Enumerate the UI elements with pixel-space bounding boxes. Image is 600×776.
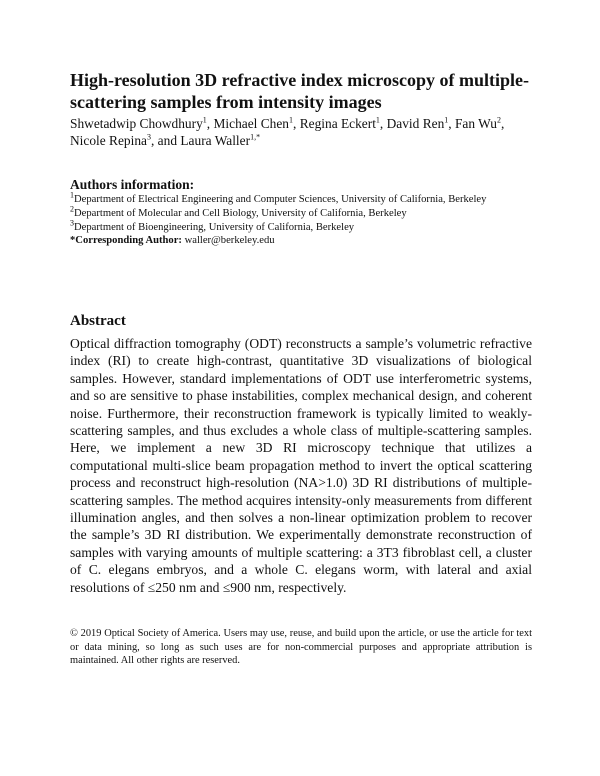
abstract-heading: Abstract [70, 313, 126, 329]
author: Regina Eckert$^1$, [299, 115, 387, 131]
author: Shwetadwip Chowdhury$^1$, [70, 115, 214, 131]
affiliation: $^2$Department of Molecular and Cell Biology, University of California, Berkeley [70, 204, 407, 219]
affiliation: $^3$Department of Bioengineering, University of California, Berkeley [70, 218, 355, 233]
affiliation: $^1$Department of Electrical Engineering and Computer Sciences, University of California, Berkeley [70, 190, 487, 205]
copyright-notice: © 2019 Optical Society of America. Users may use, reuse, and build upon the article, or use the article for text or data mining, so long as such uses are for non-commercial purposes and appropriate attribution is maintained. All other rights are reserved. [70, 628, 532, 666]
authors-info-heading: Authors information: [70, 177, 195, 192]
affiliation-list [70, 190, 540, 248]
corresponding-author: *Corresponding Author: waller@berkeley.edu [70, 235, 275, 247]
author: David Ren$^1$, [386, 115, 455, 131]
author: Laura Waller$^{1,*}$ [180, 132, 261, 148]
abstract-text: Optical diffraction tomography (ODT) reconstructs a sample’s volumetric refractive index (RI) to create high-contrast, quantitative 3D visualizations of biological samples. However, standard implementations of ODT use interferometric systems, and so are sensitive to phase instabilities, complex mechanical design, and coherent noise. Furthermore, their reconstruction framework is typically limited to weakly-scattering samples, and thus excludes a whole class of multiple-scattering samples. Here, we implement a new 3D RI microscopy technique that utilizes a computational multi-slice beam propagation method to invert the optical scattering process and reconstruct high-resolution (NA>1.0) 3D RI distributions of multiple-scattering samples. The method acquires intensity-only measurements from different illumination angles, and then solves a non-linear optimization problem to recover the sample’s 3D RI distribution. We experimentally demonstrate reconstruction of samples with varying amounts of multiple scattering: a 3T3 fibroblast cell, a cluster of C. elegans embryos, and a whole C. elegans worm, with lateral and axial resolutions of ≤250 nm and ≤900 nm, respectively. [70, 336, 532, 595]
author: Nicole Repina$^3$, and [70, 132, 181, 148]
author-list [70, 115, 540, 149]
paper-title: High-resolution 3D refractive index microscopy of multiple-scattering samples from intensity images [70, 70, 529, 112]
author: Michael Chen$^1$, [213, 115, 300, 131]
corresponding-email: waller@berkeley.edu [181, 235, 275, 247]
author: Fan Wu$^2$, [454, 115, 505, 131]
